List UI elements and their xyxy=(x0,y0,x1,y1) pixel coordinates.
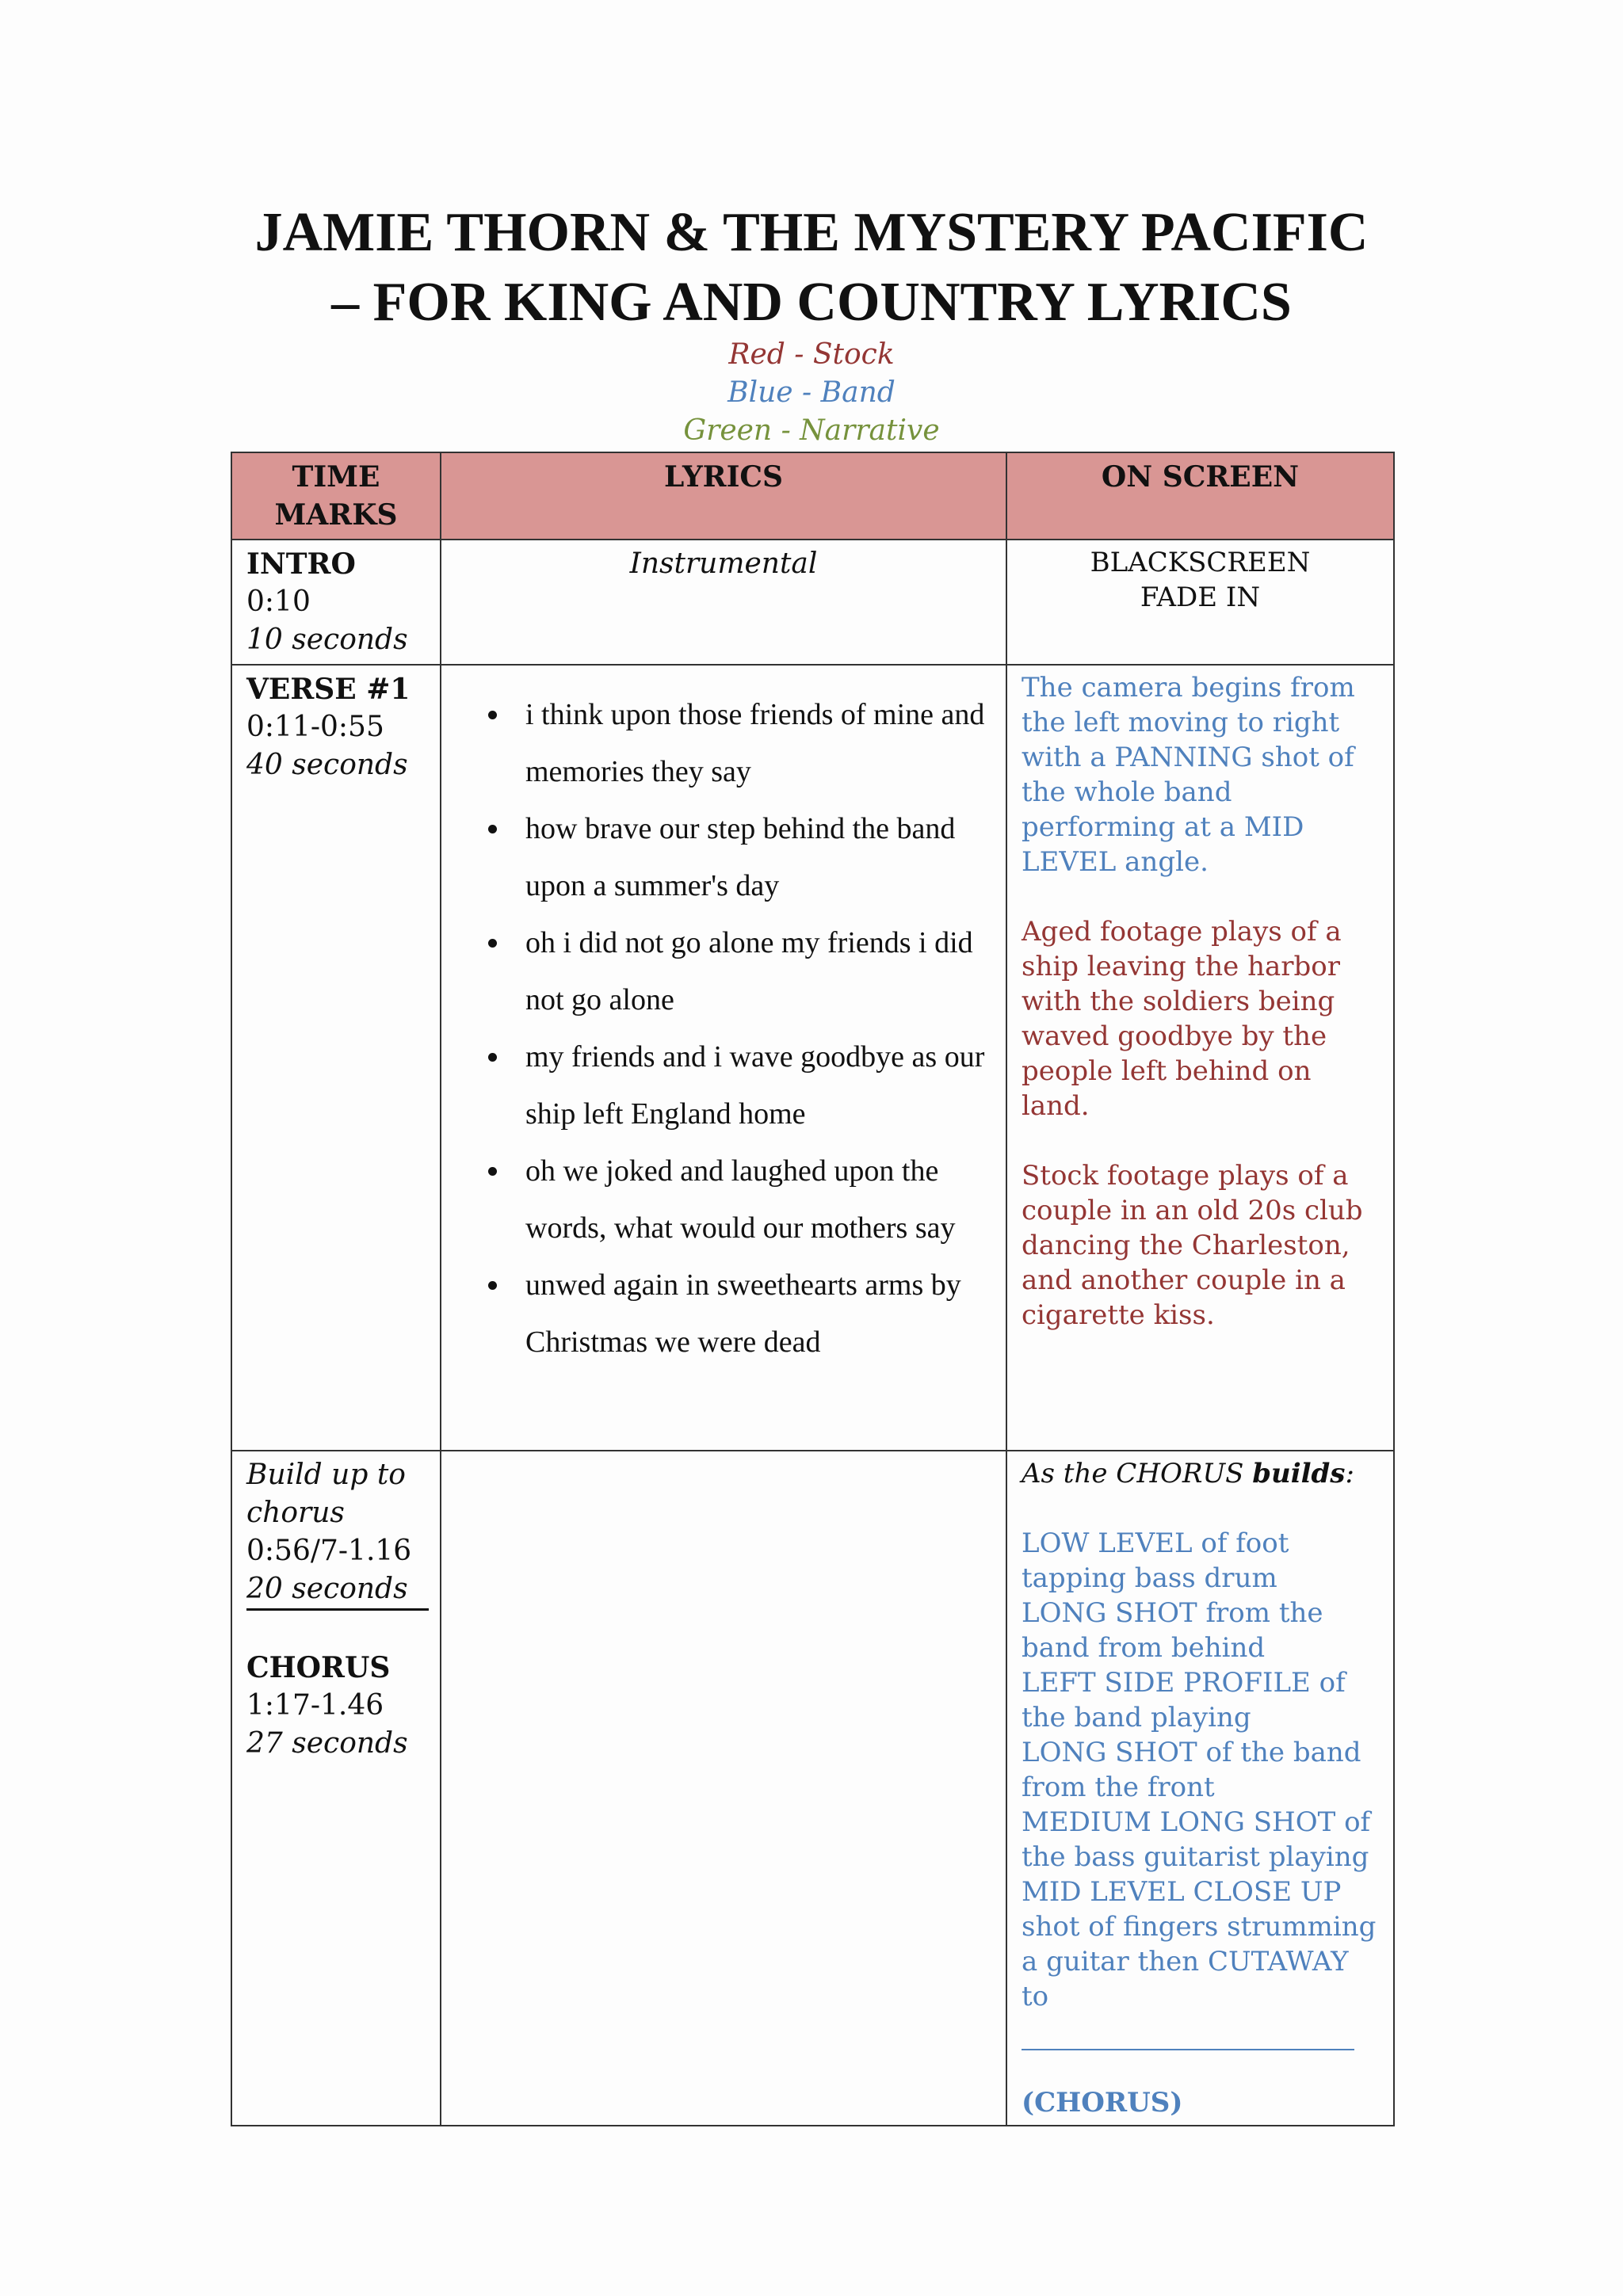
intro-lyrics: Instrumental xyxy=(629,547,818,580)
chorus-duration: 27 seconds xyxy=(246,1727,408,1760)
shot-item: LEFT SIDE PROFILE of the band playing xyxy=(1022,1667,1346,1733)
header-time-line1: TIME xyxy=(292,460,380,494)
table-row-build-chorus xyxy=(231,1451,1394,2126)
chorus-time: 1:17-1.46 xyxy=(246,1689,384,1722)
build-screen-cell xyxy=(1006,1451,1394,2126)
header-row xyxy=(231,452,1394,540)
chorus-label: CHORUS xyxy=(246,1651,391,1684)
header-on-screen: ON SCREEN xyxy=(1006,452,1394,540)
header-time-line2: MARKS xyxy=(274,498,398,532)
chorus-tag: (CHORUS) xyxy=(1022,2087,1183,2119)
shot-item: MEDIUM LONG SHOT of the bass guitarist playing xyxy=(1022,1806,1371,1873)
intro-time-cell xyxy=(231,540,441,665)
table-row-verse1 xyxy=(231,665,1394,1451)
title-line-1: JAMIE THORN & THE MYSTERY PACIFIC xyxy=(254,202,1369,263)
build-duration: 20 seconds xyxy=(246,1573,408,1605)
build-time: 0:56/7-1.16 xyxy=(246,1535,412,1567)
build-intro-text: As the CHORUS xyxy=(1022,1458,1253,1489)
verse1-label: VERSE #1 xyxy=(246,673,411,706)
chorus-divider xyxy=(1022,2014,1354,2050)
build-time-cell xyxy=(231,1451,441,2126)
verse1-time: 0:11-0:55 xyxy=(246,711,384,743)
build-intro-colon: : xyxy=(1345,1458,1354,1489)
shot-item: LOW LEVEL of foot tapping bass drum xyxy=(1022,1527,1289,1594)
verse1-screen-cell xyxy=(1006,665,1394,1451)
header-lyrics: LYRICS xyxy=(441,452,1006,540)
build-screen-intro xyxy=(1022,1456,1379,1491)
intro-screen-line1: BLACKSCREEN xyxy=(1090,547,1311,578)
verse1-screen-stock-1: Aged footage plays of a ship leaving the harbor with the soldiers being waved goodbye by the people left behind on land. xyxy=(1022,916,1342,1122)
shot-item: LONG SHOT from the band from behind xyxy=(1022,1597,1323,1664)
table-row-intro xyxy=(231,540,1394,665)
build-label-line1: Build up to xyxy=(246,1459,406,1491)
build-lyrics-cell xyxy=(441,1451,1006,2126)
lyric-line: • unwed again in sweethearts arms by Christmas we were dead xyxy=(511,1257,991,1371)
legend-green: Green - Narrative xyxy=(683,414,940,447)
verse1-screen-stock-2: Stock footage plays of a couple in an old 20s club dancing the Charleston, and another couple in a cigarette kiss. xyxy=(1022,1160,1363,1331)
intro-screen-cell xyxy=(1006,540,1394,665)
intro-duration: 10 seconds xyxy=(246,624,408,656)
spacer xyxy=(246,1611,426,1649)
verse1-screen-band: The camera begins from the left moving to right with a PANNING shot of the whole band performing at a MID LEVEL angle. xyxy=(1022,672,1355,878)
title-line-2: – FOR KING AND COUNTRY LYRICS xyxy=(331,272,1292,333)
verse1-lyrics-cell xyxy=(441,665,1006,1451)
lyric-line: • my friends and i wave goodbye as our ship left England home xyxy=(511,1028,991,1142)
verse1-time-cell xyxy=(231,665,441,1451)
intro-time: 0:10 xyxy=(246,585,311,618)
document-title xyxy=(0,198,1623,338)
shot-item: MID LEVEL CLOSE UP shot of fingers strumming a guitar then CUTAWAY to xyxy=(1022,1876,1377,2012)
intro-lyrics-cell xyxy=(441,540,1006,665)
header-time-marks xyxy=(231,452,441,540)
intro-screen-line2: FADE IN xyxy=(1140,582,1261,613)
legend-blue: Blue - Band xyxy=(727,376,896,409)
color-legend xyxy=(0,336,1623,450)
build-label-line2: chorus xyxy=(246,1497,345,1529)
lyric-line: • oh i did not go alone my friends i did not go alone xyxy=(511,914,991,1028)
intro-label: INTRO xyxy=(246,547,356,581)
verse1-lyrics-list xyxy=(456,686,991,1371)
lyric-line: • oh we joked and laughed upon the words, what would our mothers say xyxy=(511,1142,991,1257)
lyric-line: • i think upon those friends of mine and memories they say xyxy=(511,686,991,800)
lyric-line: • how brave our step behind the band upon a summer's day xyxy=(511,800,991,914)
legend-red: Red - Stock xyxy=(728,338,895,371)
shot-item: LONG SHOT of the band from the front xyxy=(1022,1737,1361,1803)
build-intro-bold: builds xyxy=(1252,1458,1346,1489)
verse1-duration: 40 seconds xyxy=(246,749,408,781)
script-table xyxy=(231,452,1395,2126)
